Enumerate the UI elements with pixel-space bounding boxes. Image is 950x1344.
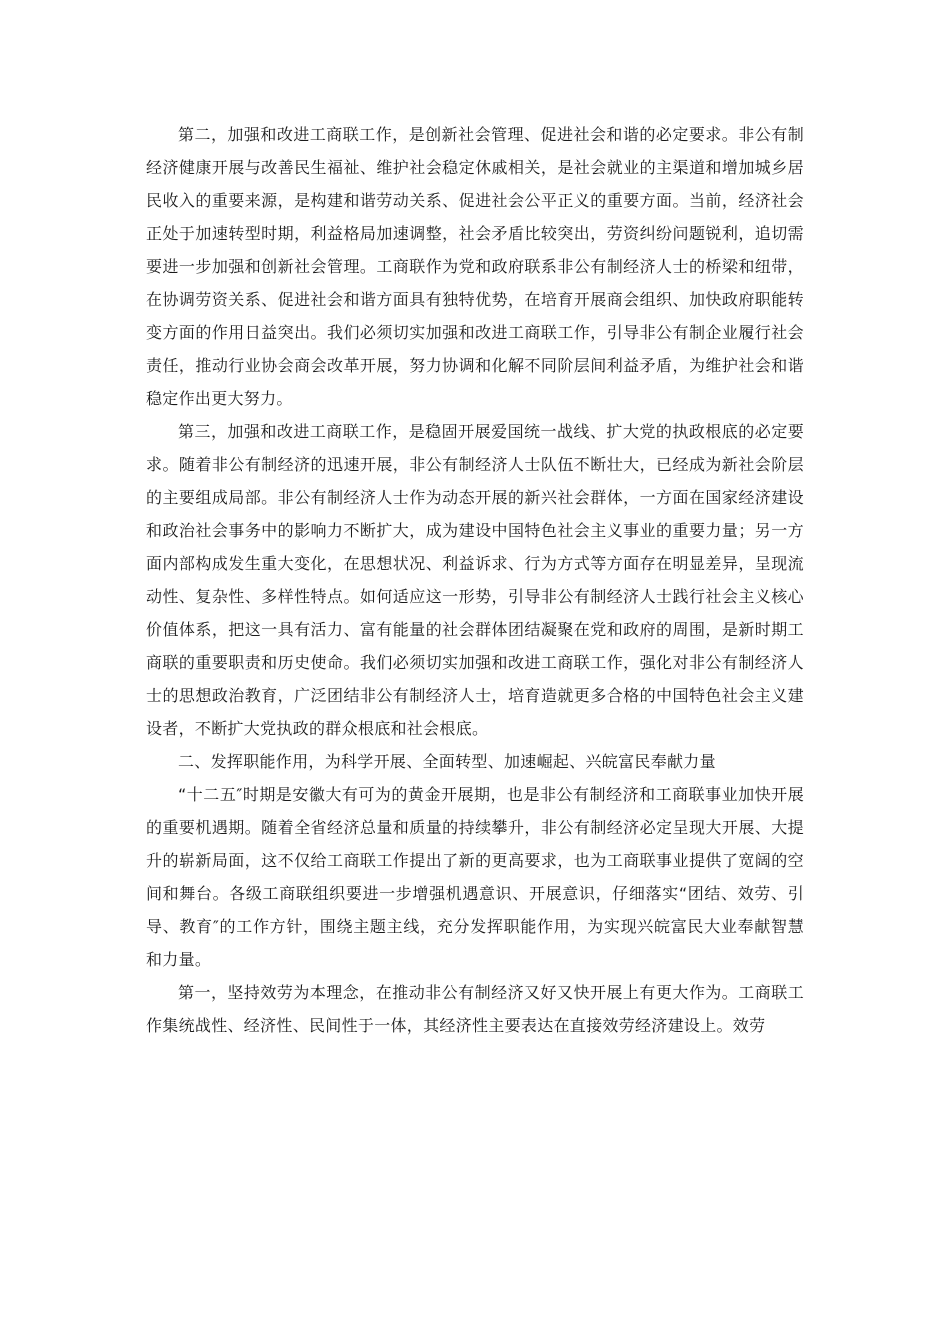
paragraph-third-point: 第三，加强和改进工商联工作，是稳固开展爱国统一战线、扩大党的执政根底的必定要求。随着非公有制经济的迅速开展，非公有制经济人士队伍不断壮大，已经成为新社会阶层的主要组成局部。非公有制经济人士作为动态开展的新兴社会群体，一方面在国家经济建设和政治社会事务中的影响力不断扩大，成为建设中国特色社会主义事业的重要力量；另一方面内部构成发生重大变化，在思想状况、利益诉求、行为方式等方面存在明显差异，呈现流动性、复杂性、多样性特点。如何适应这一形势，引导非公有制经济人士践行社会主义核心价值体系，把这一具有活力、富有能量的社会群体团结凝聚在党和政府的周围，是新时期工商联的重要职责和历史使命。我们必须切实加强和改进工商联工作，强化对非公有制经济人士的思想政治教育，广泛团结非公有制经济人士，培育造就更多合格的中国特色社会主义建设者，不断扩大党执政的群众根底和社会根底。 [146,422,804,738]
paragraph-twelfth-five-year: “十二五″时期是安徽大有可为的黄金开展期，也是非公有制经济和工商联事业加快开展的重要机遇期。随着全省经济总量和质量的持续攀升，非公有制经济必定呈现大开展、大提升的崭新局面，这不仅给工商联工作提出了新的更高要求，也为工商联事业提供了宽阔的空间和舞台。各级工商联组织要进一步增强机遇意识、开展意识，仔细落实“团结、效劳、引导、教育″的工作方针，围绕主题主线，充分发挥职能作用，为实现兴皖富民大业奉献智慧和力量。 [146,785,804,969]
document-body [146,118,804,1042]
paragraph-first-point: 第一，坚持效劳为本理念，在推动非公有制经济又好又快开展上有更大作为。工商联工作集统战性、经济性、民间性于一体，其经济性主要表达在直接效劳经济建设上。效劳 [146,983,804,1035]
paragraph-second-point: 第二，加强和改进工商联工作，是创新社会管理、促进社会和谐的必定要求。非公有制经济健康开展与改善民生福祉、维护社会稳定休戚相关，是社会就业的主渠道和增加城乡居民收入的重要来源，是构建和谐劳动关系、促进社会公平正义的重要方面。当前，经济社会正处于加速转型时期，利益格局加速调整，社会矛盾比较突出，劳资纠纷问题锐利，追切需要进一步加强和创新社会管理。工商联作为党和政府联系非公有制经济人士的桥梁和纽带，在协调劳资关系、促进社会和谐方面具有独特优势，在培育开展商会组织、加快政府职能转变方面的作用日益突出。我们必须切实加强和改进工商联工作，引导非公有制企业履行社会责任，推动行业协会商会改革开展，努力协调和化解不同阶层间利益矛盾，为维护社会和谐稳定作出更大努力。 [146,125,804,408]
section-heading: 二、发挥职能作用，为科学开展、全面转型、加速崛起、兴皖富民奉献力量 [178,752,716,771]
